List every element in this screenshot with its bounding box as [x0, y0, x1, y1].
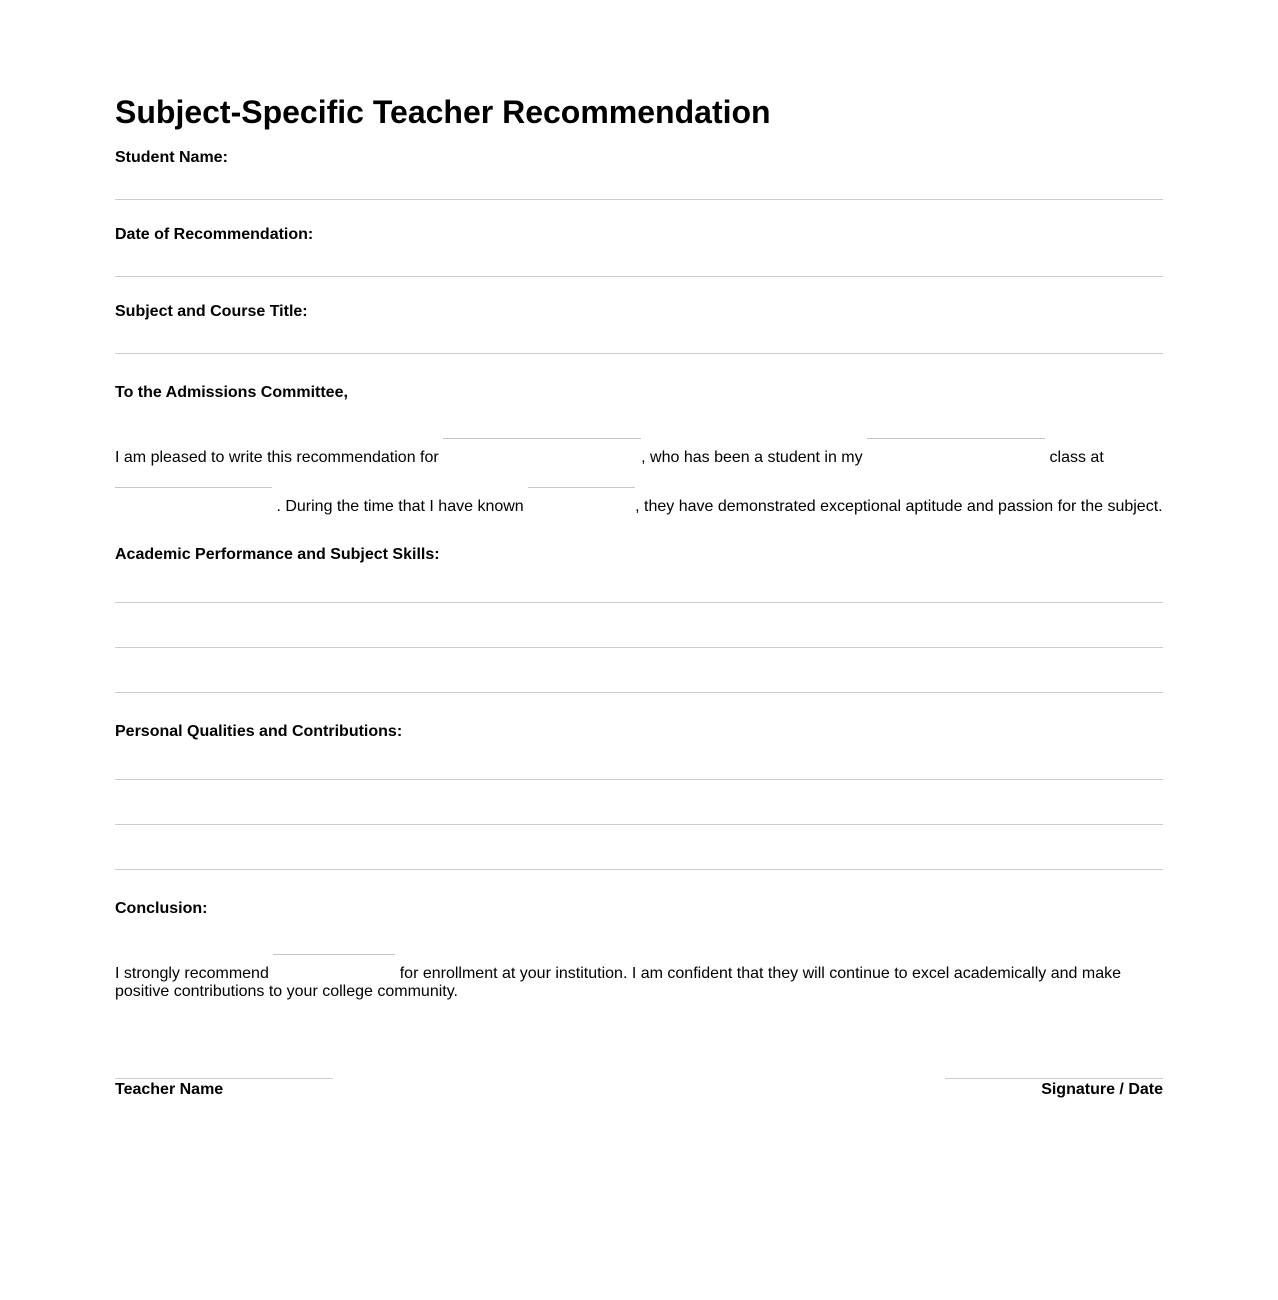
intro-text-5: , they have demonstrated exceptional aptitude and passion for the subject. [635, 498, 1163, 515]
teacher-name-signature-line [115, 1078, 333, 1079]
writing-line [115, 869, 1163, 870]
signature-footer [115, 1078, 1163, 1099]
page-title: Subject-Specific Teacher Recommendation [115, 94, 771, 130]
field-student-name [115, 149, 1163, 200]
writing-line [115, 779, 1163, 780]
teacher-name-label: Teacher Name [115, 1081, 224, 1098]
student-name-fill-line [115, 199, 1163, 200]
intro-text-1: I am pleased to write this recommendation for [115, 449, 444, 466]
writing-line [115, 647, 1163, 648]
academic-performance-label: Academic Performance and Subject Skills: [115, 546, 440, 563]
student-name-label: Student Name: [115, 149, 228, 166]
intro-paragraph [115, 418, 1163, 516]
blank-student-name-2 [528, 487, 635, 511]
teacher-name-block [115, 1078, 333, 1099]
signature-date-block [945, 1078, 1163, 1099]
subject-course-title-label: Subject and Course Title: [115, 303, 308, 320]
blank-student-name-3 [273, 954, 395, 978]
salutation: To the Admissions Committee, [115, 384, 348, 401]
conclusion-text-2: for enrollment at your institution. I am confident that they will continue to excel academically and make positive contributions to your college community. [115, 965, 1121, 1000]
writing-line [115, 824, 1163, 825]
date-of-recommendation-label: Date of Recommendation: [115, 226, 314, 243]
writing-line [115, 602, 1163, 603]
intro-text-3: class at [1045, 449, 1104, 466]
date-fill-line [115, 276, 1163, 277]
personal-qualities-label: Personal Qualities and Contributions: [115, 723, 403, 740]
signature-date-label: Signature / Date [1041, 1081, 1163, 1098]
subject-course-fill-line [115, 353, 1163, 354]
blank-school-name [115, 487, 272, 511]
blank-student-name [443, 438, 641, 462]
section-academic-performance [115, 546, 1163, 693]
intro-text-2: , who has been a student in my [641, 449, 868, 466]
personal-qualities-writing-area [115, 779, 1163, 870]
conclusion-text-1: I strongly recommend [115, 965, 274, 982]
blank-subject [867, 438, 1045, 462]
signature-date-line [945, 1078, 1163, 1079]
field-date-of-recommendation [115, 226, 1163, 277]
intro-text-4: . During the time that I have known [272, 498, 529, 515]
academic-performance-writing-area [115, 602, 1163, 693]
recommendation-form-page [115, 0, 1163, 1275]
writing-line [115, 692, 1163, 693]
conclusion-label: Conclusion: [115, 900, 208, 917]
conclusion-paragraph [115, 934, 1163, 1001]
section-personal-qualities [115, 723, 1163, 870]
field-subject-course-title [115, 303, 1163, 354]
